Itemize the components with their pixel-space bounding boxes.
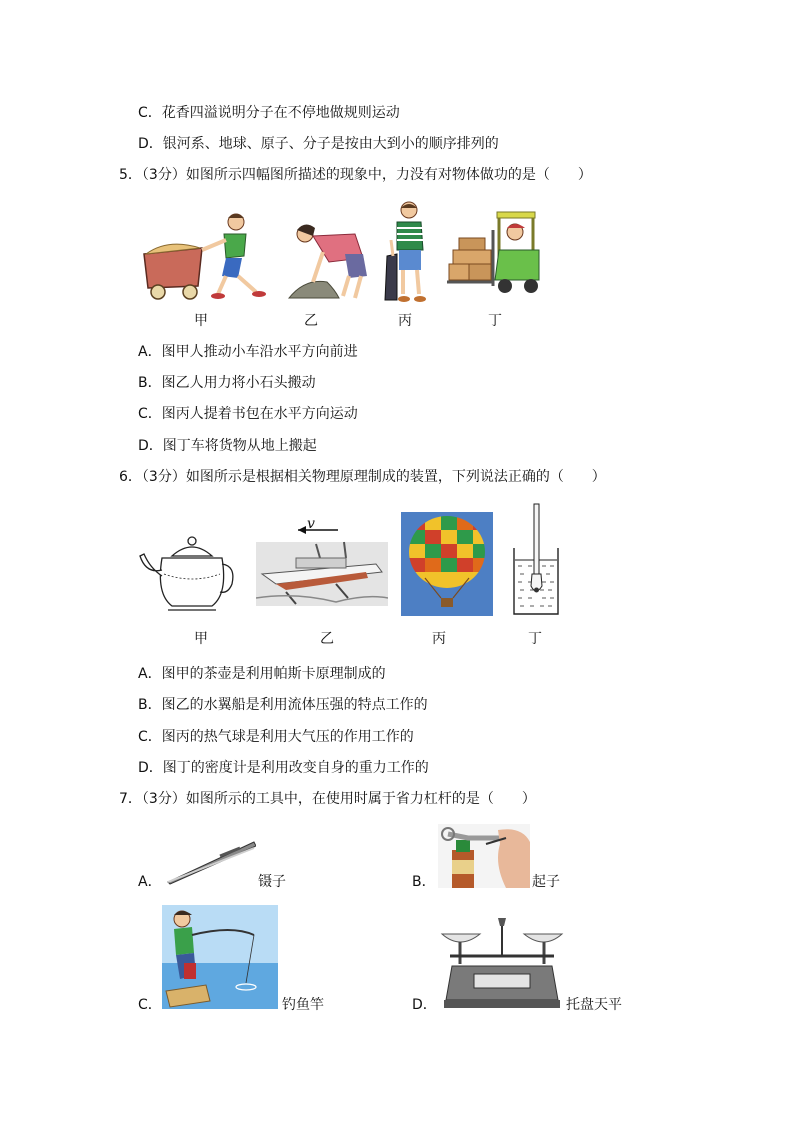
q6-figure-hydrofoil: [256, 514, 388, 606]
q6-option-b: B．图乙的水翼船是利用流体压强的特点工作的: [138, 697, 428, 713]
q6-option-d: D．图丁的密度计是利用改变自身的重力工作的: [138, 760, 429, 776]
q7-option-d-letter: D．: [412, 997, 437, 1013]
q6-label-ding: 丁: [528, 631, 542, 647]
q7-figure-tweezers: [160, 838, 256, 886]
q5-option-b: B．图乙人用力将小石头搬动: [138, 375, 316, 391]
q7-option-a-name: 镊子: [258, 874, 286, 890]
q5-label-bing: 丙: [398, 313, 412, 329]
q5-option-d: D．图丁车将货物从地上搬起: [138, 438, 317, 454]
q7-figure-pan-balance: [440, 916, 564, 1010]
q6-option-a: A．图甲的茶壶是利用帕斯卡原理制成的: [138, 666, 386, 682]
q7-stem: 7．（3分）如图所示的工具中，在使用时属于省力杠杆的是（ ）: [119, 791, 536, 807]
q5-option-c: C．图丙人提着书包在水平方向运动: [138, 406, 358, 422]
q7-option-c-letter: C．: [138, 997, 162, 1013]
q5-figure-push-stone: [283, 218, 373, 302]
q4-option-d: D．银河系、地球、原子、分子是按由大到小的顺序排列的: [138, 136, 499, 152]
q6-stem: 6．（3分）如图所示是根据相关物理原理制成的装置，下列说法正确的（ ）: [119, 469, 606, 485]
q5-label-jia: 甲: [194, 313, 208, 329]
q7-option-b-name: 起子: [532, 874, 560, 890]
q5-label-ding: 丁: [488, 313, 502, 329]
q6-figure-teapot: [138, 534, 234, 614]
q5-figure-cart-push: [138, 208, 272, 302]
q6-velocity-label: v: [307, 516, 315, 532]
q4-option-c: C．花香四溢说明分子在不停地做规则运动: [138, 105, 400, 121]
q7-option-b-letter: B．: [412, 874, 436, 890]
q7-option-c-name: 钓鱼竿: [282, 997, 324, 1013]
q7-figure-bottle-opener: [438, 824, 530, 888]
q5-label-yi: 乙: [304, 313, 318, 329]
q6-label-jia: 甲: [194, 631, 208, 647]
q6-label-yi: 乙: [320, 631, 334, 647]
q6-option-c: C．图丙的热气球是利用大气压的作用工作的: [138, 729, 414, 745]
q6-figure-hydrometer: [508, 502, 564, 618]
q7-option-d-name: 托盘天平: [566, 997, 622, 1013]
q7-option-a-letter: A．: [138, 874, 162, 890]
q6-figure-hot-air-balloon: [401, 512, 493, 616]
q5-stem: 5．（3分）如图所示四幅图所描述的现象中，力没有对物体做功的是（ ）: [119, 167, 592, 183]
q7-figure-fishing-rod: [162, 905, 278, 1009]
q5-option-a: A．图甲人推动小车沿水平方向前进: [138, 344, 358, 360]
q6-label-bing: 丙: [432, 631, 446, 647]
q5-figure-carry-bag: [383, 200, 429, 306]
q5-figure-forklift: [445, 210, 541, 296]
